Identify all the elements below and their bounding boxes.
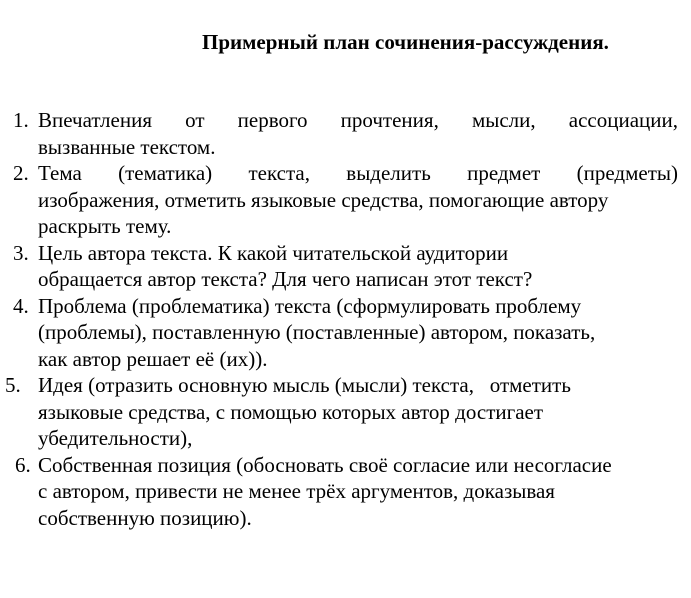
- list-item-text-line: Идея (отразить основную мысль (мысли) текста, отметить: [38, 373, 571, 397]
- list-item-text-line: с автором, привести не менее трёх аргументов, доказывая: [38, 479, 555, 503]
- list-item-text-line: изображения, отметить языковые средства, помогающие автору: [38, 187, 609, 212]
- list-item-text-line: убедительности),: [38, 426, 193, 450]
- list-item-text-line: Собственная позиция (обосновать своё согласие или несогласие: [38, 452, 612, 477]
- list-item-number: 1.: [13, 108, 29, 132]
- list-item-text-line: вызванные текстом.: [38, 134, 216, 159]
- list-item: [0, 160, 678, 240]
- list-item: [0, 293, 678, 373]
- list-item-text-line: раскрыть тему.: [38, 214, 172, 238]
- list-item: [0, 107, 678, 160]
- list-item-text-line: обращается автор текста? Для чего написан этот текст?: [38, 267, 533, 291]
- list-item-number: 3.: [13, 240, 29, 265]
- list-item-text-line: как автор решает её (их)).: [38, 346, 268, 371]
- list-item-number: 5.: [5, 373, 21, 397]
- list-item: [0, 240, 678, 293]
- list-item-text-line: Проблема (проблематика) текста (сформулировать проблему: [38, 293, 582, 318]
- list-item: [0, 372, 678, 452]
- list-item-number: 4.: [13, 293, 29, 318]
- list-item-text-line: языковые средства, с помощью которых автор достигает: [38, 399, 544, 424]
- list-item-number: 6.: [15, 452, 31, 477]
- list-item-text-line: собственную позицию).: [38, 505, 252, 530]
- list-item-text-line: Впечатления от первого прочтения, мысли, ассоциации,: [38, 108, 678, 132]
- list-item: [0, 452, 678, 532]
- list-item-text-line: Тема (тематика) текста, выделить предмет (предметы): [38, 161, 678, 185]
- list-item-text-line: Цель автора текста. К какой читательской аудитории: [38, 240, 509, 265]
- list-item-number: 2.: [13, 161, 29, 185]
- list-item-text-line: (проблемы), поставленную (поставленные) автором, показать,: [38, 320, 596, 344]
- plan-list: [0, 107, 691, 531]
- document-title: Примерный план сочинения-рассуждения.: [202, 30, 609, 54]
